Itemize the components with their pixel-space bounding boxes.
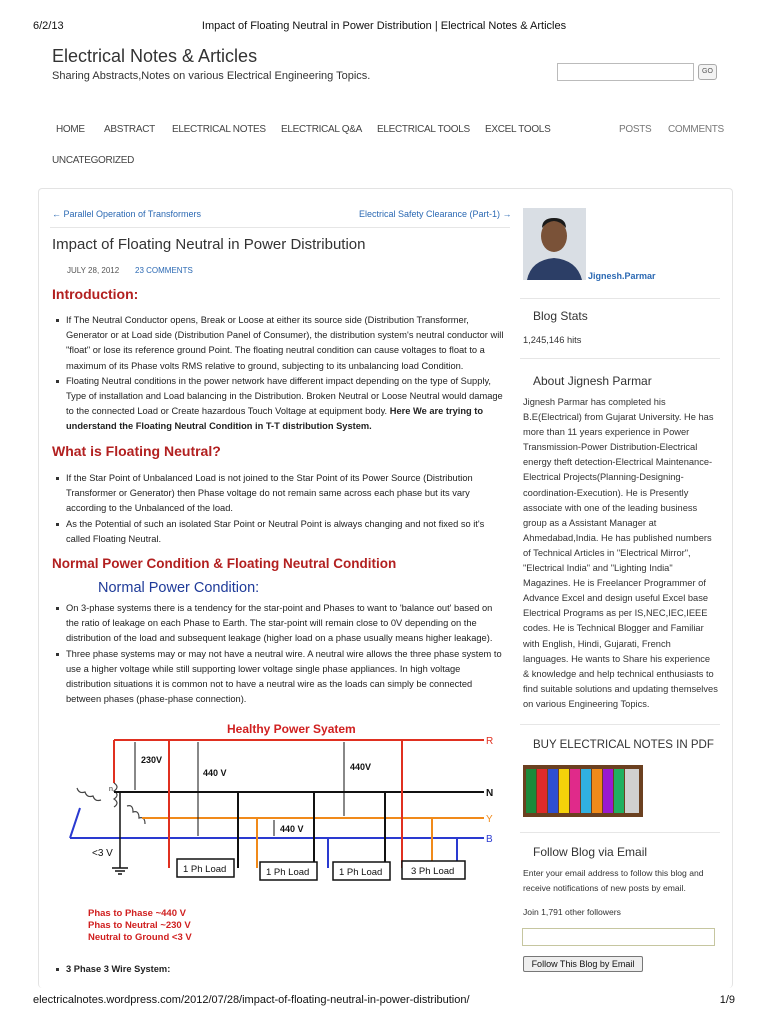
intro-2-bold: Here We are trying to understand the Floating Neutral Condition in T-T distribution System. [66,406,484,432]
list-item: As the Potential of such an isolated Star Point or Neutral Point is always changing and not fixed so it's called Floating Neutral. [56,517,506,547]
print-page: 1/9 [719,994,735,1006]
print-footer [33,994,735,1006]
nav-comments[interactable]: COMMENTS [668,124,724,135]
label-r: R [486,736,494,747]
follow-button[interactable]: Follow This Blog by Email [523,956,643,972]
author-name-link[interactable]: Jignesh.Parmar [588,271,656,281]
buy-notes-heading: BUY ELECTRICAL NOTES IN PDF [533,739,714,751]
next-post-link[interactable]: Electrical Safety Clearance (Part-1) → [359,209,512,219]
divider [520,358,720,359]
blog-stats-heading: Blog Stats [533,309,588,323]
post-date: JULY 28, 2012 [67,266,120,275]
print-date: 6/2/13 [33,20,64,32]
load-label: 1 Ph Load [339,867,383,878]
label-lt3v: <3 V [92,848,113,859]
diagram-title: Healthy Power Syatem [227,722,356,736]
nav-electrical-qa[interactable]: ELECTRICAL Q&A [281,124,363,135]
print-url: electricalnotes.wordpress.com/2012/07/28/impact-of-floating-neutral-in-power-distribution/ [33,994,470,1006]
divider [50,227,510,228]
intro-2-text: Floating Neutral conditions in the power network have different impact depending on the type of Supply, Type of installation and Load balancing in the Distribution. Broken Neutral or Loose Neutral would damage to the connected Load or Create hazardous Touch Voltage at equipment body. [66,375,503,417]
post-title: Impact of Floating Neutral in Power Distribution [52,236,366,253]
label-n-point: n [109,786,113,793]
list-item: Three phase systems may or may not have a neutral wire. A neutral wire allows the three phase system to use a higher voltage while still supporting lower voltage single phase appliances. In high voltage distribution situations it is common not to have a neutral wire as the loads can simply be connected between phases (phase-phase connection). [56,647,506,708]
legend-line: Neutral to Ground <3 V [88,932,192,943]
hits-count: 1,245,146 hits [523,335,582,345]
divider [520,724,720,725]
label-b: B [486,834,493,845]
heading-introduction: Introduction: [52,286,139,302]
about-heading: About Jignesh Parmar [533,374,652,388]
author-avatar[interactable] [523,208,586,280]
nav-uncategorized[interactable]: UNCATEGORIZED [52,155,135,166]
heading-normal-power-condition: Normal Power Condition & Floating Neutral Condition [52,556,397,571]
intro-list [56,313,506,435]
npc-list [56,601,506,707]
nav-electrical-notes[interactable]: ELECTRICAL NOTES [172,124,266,135]
comments-link[interactable]: 23 COMMENTS [135,266,193,275]
email-input[interactable] [522,928,715,946]
transformer-coil [127,806,145,824]
label-440v-1: 440 V [203,768,227,778]
transformer-coil [114,783,117,807]
follow-text: Enter your email address to follow this blog and receive notifications of new posts by email. [523,868,704,894]
search-input[interactable] [557,63,694,81]
nav-posts[interactable]: POSTS [619,124,652,135]
healthy-power-system-diagram [52,718,502,960]
load-label: 3 Ph Load [411,866,455,877]
heading-what-is-floating-neutral: What is Floating Neutral? [52,443,221,459]
list-item: On 3-phase systems there is a tendency for the star-point and Phases to want to 'balance out' based on the ratio of leakage on each Phase to Earth. The star-point will remain close to 0V depending on the distribution of the load and subsequent leakage (higher load on a phase usually means higher leakage). [56,601,506,647]
label-n: N [486,788,494,799]
prev-post-link[interactable]: ← Parallel Operation of Transformers [52,209,202,219]
list-item [56,374,506,435]
binders-icon [523,765,643,817]
label-y: Y [486,814,493,825]
divider [520,832,720,833]
phase-b-drop [70,808,80,838]
transformer-coil [77,788,101,801]
legend-line: Phas to Neutral ~230 V [88,920,191,931]
list-item: If The Neutral Conductor opens, Break or Loose at either its source side (Distribution Transformer, Generator or at Load side (Distribution Panel of Consumer), the distribution system's neutral conductor will "float" or lose its reference ground Point. The floating neutral condition can cause voltages to float to a maximum of its Phase volts RMS relative to ground, subjecting to its unbalancing load Condition. [56,313,506,374]
search-go-button[interactable]: GO [698,64,717,80]
nav-electrical-tools[interactable]: ELECTRICAL TOOLS [377,124,470,135]
about-text: Jignesh Parmar has completed his B.E(Electrical) from Gujarat University. He has more than 11 years experience in Power Transmission-Power Distribution-Electrical energy theft detection-Electrical Maintenance-Electrical Projects(Planning-Designing-coordination-Execution). He is Presently associate with one of the leading business group as a Assistant Manager at Ahmedabad,India. He has published numbers of Technical Articles in "Electrical Mirror", "Electrical India" and "Lighting India" Magazines. He is Freelancer Programmer of Advance Excel and design useful Excel base Electrical Programs as per IS,NEC,IEC,IEEE codes. He is Technical Blogger and Familiar with English, Hindi, Gujarati, French languages. He wants to Share his experience & knowledge and help technical enthusiasts to find suitable solutions and updating themselves on various Engineering Topics. [523,397,718,709]
list-item: If the Star Point of Unbalanced Load is not joined to the Star Point of its Power Source (Distribution Transformer or Generator) then Phase voltage do not remain same across each phase but its vary according to the Unbalanced of the load. [56,471,506,517]
site-tagline: Sharing Abstracts,Notes on various Electrical Engineering Topics. [52,70,371,82]
followers-count: Join 1,791 other followers [523,907,621,917]
list-item: 3 Phase 3 Wire System: [56,962,506,977]
binders-image[interactable] [523,765,643,817]
nav-home[interactable]: HOME [56,124,85,135]
nav-excel-tools[interactable]: EXCEL TOOLS [485,124,551,135]
nav-abstract[interactable]: ABSTRACT [104,124,155,135]
follow-heading: Follow Blog via Email [533,845,648,859]
site-title[interactable]: Electrical Notes & Articles [52,46,258,66]
wire-system-list [56,962,506,977]
label-230v: 230V [141,755,163,765]
load-label: 1 Ph Load [266,867,310,878]
what-list [56,471,506,547]
legend-line: Phas to Phase ~440 V [88,908,186,919]
print-title: Impact of Floating Neutral in Power Distribution | Electrical Notes & Articles [201,20,567,32]
subheading-normal-power: Normal Power Condition: [98,580,260,596]
label-440v-2: 440V [350,762,372,772]
label-440v-3: 440 V [280,824,304,834]
divider [520,298,720,299]
load-label: 1 Ph Load [183,864,227,875]
avatar-image [523,208,586,280]
